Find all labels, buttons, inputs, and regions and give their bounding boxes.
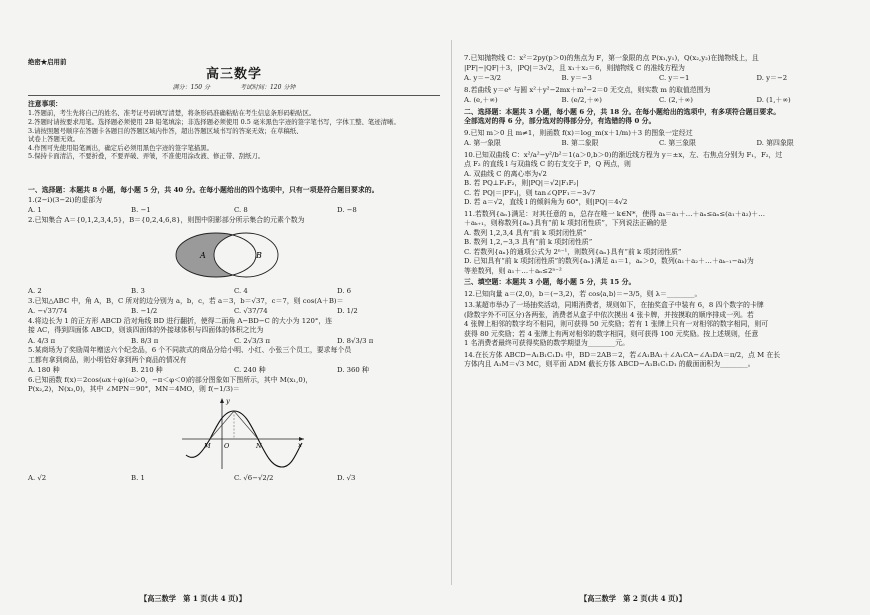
option-d: D. (1,＋∞) (756, 96, 791, 105)
option-a: A. (e,＋∞) (464, 96, 498, 105)
question-12: 12.已知向量 a＝(2,0)，b＝(−3,2)，若 cos⟨a,b⟩＝−3/5，则 λ＝________。 (464, 289, 702, 298)
right-questions (464, 54, 854, 370)
option-a: A. 2 (28, 287, 42, 296)
point-m-label: M (204, 441, 211, 450)
option-c: C. 240 种 (234, 366, 266, 375)
question-4-line-1: 4.将边长为 1 的正方形 ABCD 沿对角线 BD 进行翻折，使得二面角 A−BD−C 的大小为 120°，连 (28, 316, 333, 325)
time-info: 考试时间：120 分钟 (239, 84, 296, 91)
option-d: D. 8√3/3 π (337, 336, 374, 345)
option-a: A. −√37/74 (28, 307, 68, 316)
question-11-option-b: B. 数列 1,2,−3,3 具有“前 k 项封闭性质” (464, 238, 593, 247)
option-c: C. y＝−1 (659, 74, 690, 83)
question-8: 8.若曲线 y＝eˣ 与圆 x²＋y²−2mx＋m²−2＝0 无交点，则实数 m 的取值范围为 (464, 85, 711, 94)
option-d: D. 6 (337, 287, 352, 296)
question-9: 9.已知 m＞0 且 m≠1，则函数 f(x)＝log_m(x＋1/m)＋3 的图象一定经过 (464, 128, 693, 137)
question-7-options (464, 74, 854, 84)
question-7-line-1: 7.已知抛物线 C：x²＝2py(p＞0)的焦点为 F，第一象限的点 P(x₁,y₁)，Q(x₂,y₂)在抛物线上，且 (464, 54, 759, 62)
question-13-line-1: 13.某超市举办了一场抽奖活动，同期消费者，规则如下，在抽奖盒子中装有 6，8 四个数字的卡牌 (464, 301, 764, 310)
question-5-line-2: 工都有拿到商品，则小明恰好拿到两个商品的情况有 (28, 355, 187, 364)
venn-label-b: B (256, 251, 262, 261)
secret-mark: 绝密★启用前 (28, 58, 67, 66)
score-info: 满分：150 分 (172, 84, 211, 91)
question-8-options (464, 96, 854, 106)
option-b: B. 3 (131, 287, 145, 296)
option-b: B. 1 (131, 473, 145, 482)
section-2-heading-line-1: 二、选择题：本题共 3 小题，每小题 6 分，共 18 分。在每小题给出的选项中，有多项符合题目要求。 (464, 107, 781, 116)
option-d: D. y＝−2 (756, 74, 788, 83)
question-1: 1.(2−i)(3−2i)的虚部为 (28, 195, 102, 204)
option-b: B. (e/2,＋∞) (561, 96, 602, 105)
question-13-line-3: 4 张牌上相邻的数字均不相同，则可获得 50 元奖励；若有 1 张牌上只有一对相邻的数字相同，则可 (464, 320, 769, 329)
note-item: 4.作图可先使用铅笔画出，确定后必须用黑色字迹的签字笔描黑。 (28, 143, 214, 152)
page-footer-2: 【高三数学 第 2 页(共 4 页)】 (580, 594, 686, 603)
note-item: 5.保持卡面清洁，不要折叠，不要弄破、弄皱，不准使用涂改液、修正带、刮纸刀。 (28, 152, 265, 161)
question-4-line-2: 接 AC，得到四面体 ABCD，则该四面体的外接球体积与四面体的体积之比为 (28, 326, 264, 335)
option-b: B. −1/2 (131, 307, 158, 316)
question-10-option-a: A. 双曲线 C 的离心率为√2 (464, 169, 547, 178)
option-a: A. 4/3 π (28, 336, 56, 345)
note-item: 3.请按照题号顺序在答题卡各题目的答题区域内作答，超出答题区域书写的答案无效；在草稿纸、 (28, 126, 303, 135)
option-a: A. 1 (28, 206, 42, 215)
venn-label-a: A (200, 251, 206, 261)
note-item: 试卷上答题无效。 (28, 135, 80, 144)
venn-set-b (214, 233, 278, 277)
option-a: A. √2 (28, 473, 47, 482)
question-13-line-5: 1 名消费者最终可获得奖励的数学期望为________元。 (464, 339, 630, 348)
option-c: C. 2√3/3 π (234, 336, 270, 345)
notes-block (28, 100, 440, 161)
section-3-heading: 三、填空题：本题共 3 小题，每小题 5 分，共 15 分。 (464, 278, 636, 287)
question-6-line-1: 6.已知函数 f(x)＝2cos(ωx＋φ)(ω＞0，−π＜φ＜0)的部分图象如下图所示，其中 M(x₁,0)， (28, 375, 313, 384)
question-7-line-2: |PF|−|QF|＋3，|PQ|＝3√2，且 x₁＋x₂＝6，则抛物线 C 的准线方程为 (464, 63, 685, 72)
question-5-options (28, 366, 440, 376)
question-1-options (28, 206, 440, 216)
question-10-option-d: D. 若 a＝√2，直线 l 的倾斜角为 60°，则|PQ|＝4√2 (464, 198, 628, 207)
question-4-options (28, 337, 440, 347)
venn-diagram (28, 227, 440, 285)
question-2-options (28, 287, 440, 297)
y-axis-label: y (226, 396, 230, 405)
note-item: 2.答题时请按要求用笔。选择题必须使用 2B 铅笔填涂；非选择题必须使用 0.5 毫米黑色字迹的签字笔书写，字体工整、笔迹清晰。 (28, 117, 400, 126)
question-10-line-1: 10.已知双曲线 C：x²/a²−y²/b²＝1(a＞0,b＞0)的渐近线方程为 y＝±x，左、右焦点分别为 F₁，F₂，过 (464, 150, 783, 159)
origin-label: O (224, 441, 230, 450)
header-rule (28, 95, 440, 96)
question-10-line-2: 点 F₂ 的直线 l 与双曲线 C 的右支交于 P，Q 两点，则 (464, 160, 631, 169)
question-5-line-1: 5.某商场为了奖励周年赠送六个纪念品，6 个不同款式的商品分给小明、小红、小张三个员工，要求每个员 (28, 346, 352, 355)
question-11-option-d-line-2: 等差数列，则 a₁＋…＋aₙ≤2ⁿ⁻² (464, 266, 562, 275)
question-11-option-c: C. 若数列{aₙ}的通项公式为 2ⁿ⁻¹，则数列{aₙ}具有“前 k 项封闭性质” (464, 247, 682, 256)
page-footer-1: 【高三数学 第 1 页(共 4 页)】 (140, 594, 246, 603)
x-axis-label: x (298, 440, 302, 449)
left-column (28, 0, 440, 615)
option-c: C. 第三象限 (659, 139, 696, 148)
right-column (464, 0, 854, 615)
option-d: D. −8 (337, 206, 357, 215)
question-3: 3.已知△ABC 中，角 A，B，C 所对的边分别为 a，b，c，若 a＝3，b＝√37，c＝7，则 cos(A＋B)＝ (28, 296, 344, 305)
question-11-line-1: 11.若数列{aₙ}满足：对其任意的 n，总存在唯一 k∈N*，使得 aₖ＝a₁＋…＋aₙ≤aₙ≤(a₁＋a₂)＋… (464, 209, 765, 218)
option-d: D. 第四象限 (756, 139, 794, 148)
question-6-options (28, 474, 440, 484)
option-d: D. 1/2 (337, 307, 358, 316)
left-questions (28, 186, 440, 483)
question-14-line-1: 14.在长方体 ABCD−A₁B₁C₁D₁ 中，BD＝2AB＝2，若∠A₁BA₁＋∠A₁CA−∠A₁DA＝π/2，点 M 在长 (464, 350, 781, 359)
question-13-line-2: (除数字外不可区分)各两张，消费者从盒子中依次摸出 4 张卡牌，并按摸取的顺序排成一列。若 (464, 310, 754, 319)
option-d: D. √3 (337, 473, 356, 482)
point-n-label: N (256, 441, 262, 450)
option-b: B. 第二象限 (561, 139, 599, 148)
option-b: B. 210 种 (131, 366, 163, 375)
question-6-line-2: P(x₂,2)，N(x₃,0)，其中 ∠MPN＝90°，MN＝4MO，则 f(−1/3)＝ (28, 385, 240, 394)
option-a: A. y＝−3/2 (464, 74, 502, 83)
option-d: D. 360 种 (337, 366, 369, 375)
question-10-option-b: B. 若 PQ⊥F₁F₂，则|PQ|＝√2|F₁F₂| (464, 179, 579, 188)
column-divider (451, 40, 452, 585)
question-9-options (464, 139, 854, 149)
question-2: 2.已知集合 A＝{0,1,2,3,4,5}，B＝{0,2,4,6,8}，则图中阴影部分所示集合的元素个数为 (28, 215, 305, 224)
option-c: C. √37/74 (234, 307, 268, 316)
option-c: C. √6−√2/2 (234, 473, 274, 482)
section-1-heading: 一、选择题：本题共 8 小题，每小题 5 分，共 40 分。在每小题给出的四个选项中，只有一项是符合题目要求的。 (28, 186, 379, 194)
option-a: A. 180 种 (28, 366, 60, 375)
option-b: B. 8/3 π (131, 336, 159, 345)
section-2-heading-line-2: 全部选对的得 6 分，部分选对的得部分分，有选错的得 0 分。 (464, 117, 656, 126)
exam-meta (28, 84, 440, 92)
notes-title: 注意事项： (28, 100, 62, 108)
option-b: B. −1 (131, 206, 151, 215)
question-13-line-4: 获得 80 元奖励；若 4 张牌上有两对相邻的数字相同，则可获得 100 元奖励。按上述规则，任意 (464, 329, 759, 338)
cosine-graph (28, 395, 440, 473)
question-11-line-2: ＋aₖ₊₁，则称数列{aₙ}具有“前 k 项封闭性质”，下列说法正确的是 (464, 219, 667, 228)
option-c: C. (2,＋∞) (659, 96, 693, 105)
option-c: C. 8 (234, 206, 248, 215)
question-10-option-c: C. 若 PQ|＝|PF₁|，则 tan∠QPF₁＝−3√7 (464, 188, 596, 197)
option-b: B. y＝−3 (561, 74, 592, 83)
cosine-svg (178, 395, 308, 471)
question-3-options (28, 307, 440, 317)
note-item: 1.答题前，考生先将自己的姓名、准考证号码填写清楚，将条形码准确粘贴在考生信息条形码粘贴区。 (28, 109, 316, 118)
venn-svg (166, 227, 296, 283)
option-c: C. 4 (234, 287, 248, 296)
question-14-line-2: 方体内且 A₁M＝√3 MC，则平面 ADM 截长方体 ABCD−A₁B₁C₁D₁ 的截面面积为________。 (464, 360, 755, 369)
page-title: 高三数学 (205, 67, 262, 82)
question-11-option-d-line-1: D. 已知具有“前 k 项封闭性质”的数列{aₙ}满足 a₁＝1，aₙ＞0，数列(a₁＋a₂＋…＋aₖ₋₁−aₖ)为 (464, 257, 754, 266)
question-11-option-a: A. 数列 1,2,3,4 具有“前 k 项封闭性质” (464, 228, 587, 237)
option-a: A. 第一象限 (464, 139, 501, 148)
